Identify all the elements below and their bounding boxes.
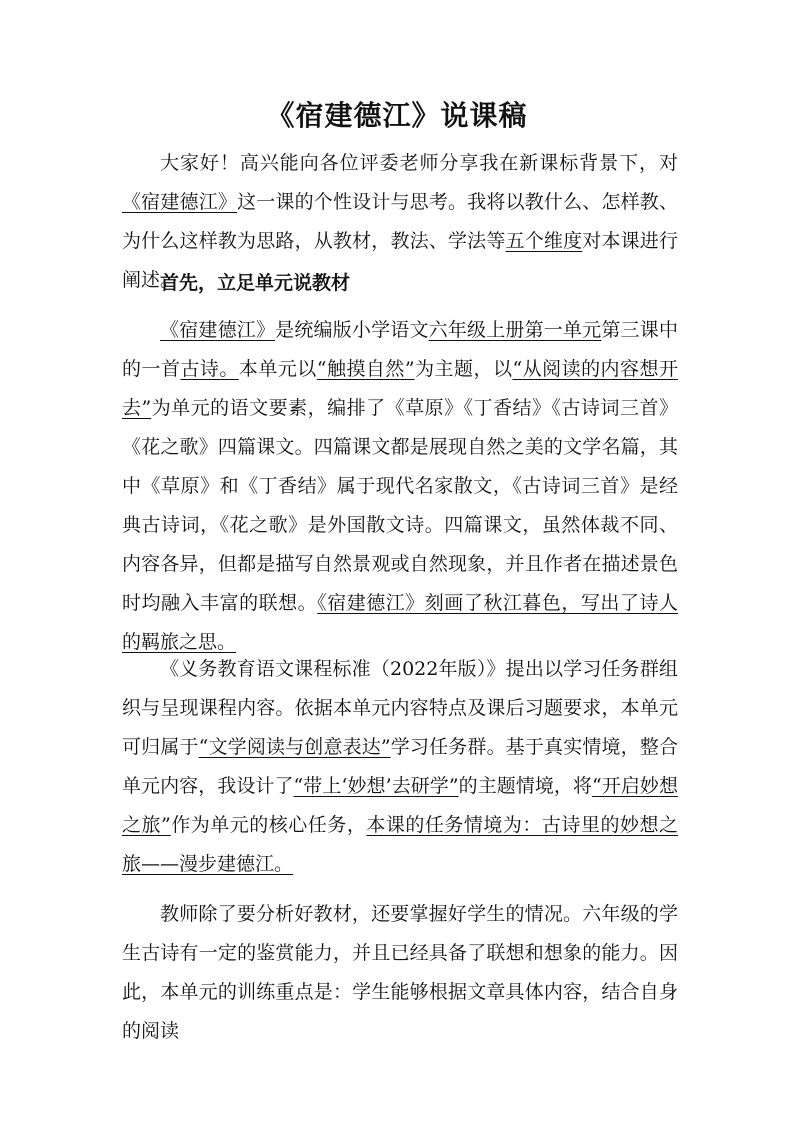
- p2-text-3: 的主题情境，将: [458, 775, 593, 797]
- document-title: 《宿建德江》说课稿: [266, 99, 528, 132]
- p2-theme-situation: “带上‘妙想’去研学”: [293, 775, 459, 797]
- p1-text-2: 第三课中的一首: [122, 319, 678, 380]
- section-heading-textbook: 首先，立足单元说教材: [160, 272, 351, 294]
- p2-core-task: “开启妙想之旅”: [122, 775, 678, 836]
- p1-text-5: 为单元的语文要素，编排了《草原》《丁香结》《古诗词三首》《花之歌》四篇课文。四篇课文都是展现自然之美的文学名篇，其中《草原》和《丁香结》属于现代名家散文，《古诗词三首》是经典古诗词，《花之歌》是外国散文诗。四篇课文，虽然体裁不同、内容各异，但都是描写自然景观或自然现象，并且作者在描述景色时均融入丰富的联想。: [122, 397, 678, 614]
- intro-text-3: 对本课进行阐述。: [122, 230, 678, 291]
- p1-grade-unit: 六年级上册第一单元: [428, 319, 602, 341]
- p1-lesson-summary: 刻画了秋江暮色，写出了诗人的羁旅之思。: [122, 592, 678, 653]
- p2-lesson-task: 本课的任务情境为：古诗里的妙想之旅——漫步建德江。: [122, 814, 678, 875]
- intro-text-1: 大家好！高兴能向各位评委老师分享我在新课标背景下，对: [160, 152, 678, 174]
- p1-lesson-title: 《宿建德江》: [160, 319, 276, 341]
- intro-five-dimensions: 五个维度: [505, 230, 583, 252]
- p2-text-2: 学习任务群。基于真实情境，整合单元内容，我设计了: [122, 736, 678, 797]
- p2-text-4: 作为单元的核心任务，: [170, 814, 367, 836]
- p1-lesson-title-2: 《宿建德江》: [317, 592, 425, 614]
- intro-text-2: 这一课的个性设计与思考。我将以教什么、怎样教、为什么这样教为思路，从教材，教法、学法等: [122, 191, 678, 252]
- p2-text-1: 《义务教育语文课程标准（2022年版）》提出以学习任务群组织与呈现课程内容。依据本单元内容特点及课后习题要求，本单元可归属于: [122, 658, 678, 758]
- p3-text-1: 教师除了要分析好教材，还要掌握好学生的情况。六年级的学生古诗有一定的鉴赏能力，并且已经具备了联想和想象的能力。因此，本单元的训练重点是：学生能够根据文章具体内容，结合自身的阅读: [122, 903, 678, 1042]
- p1-theme: “触摸自然”: [316, 358, 415, 380]
- p1-text-4: 为主题，以: [414, 358, 513, 380]
- p1-language-element: “从阅读的内容想开去”: [122, 358, 678, 419]
- textbook-paragraph: [122, 311, 678, 662]
- students-paragraph: [122, 895, 678, 1051]
- p1-ancient-poem: 古诗。: [180, 358, 239, 380]
- curriculum-paragraph: [122, 650, 678, 884]
- p1-text-1: 是统编版小学语文: [275, 319, 429, 341]
- p2-task-group: “文学阅读与创意表达”: [198, 736, 391, 758]
- p1-text-3: 本单元以: [238, 358, 317, 380]
- intro-lesson-title: 《宿建德江》: [122, 191, 238, 213]
